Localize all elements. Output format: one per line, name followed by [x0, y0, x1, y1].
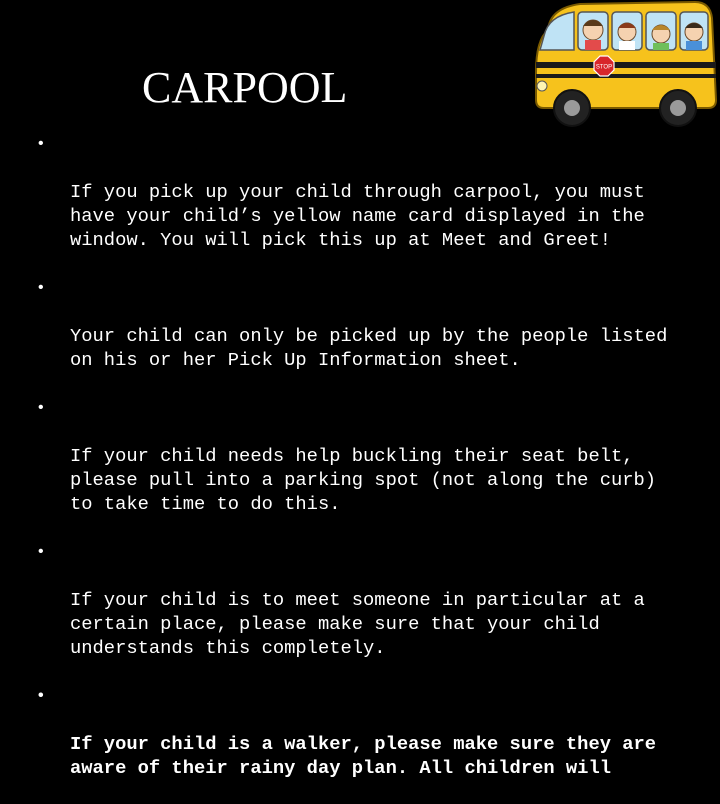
bullet-text: If you pick up your child through carpool, you must have your child’s yellow name card displayed in the window. You will pick this up at Meet and Greet!	[70, 181, 645, 251]
bullet-item	[0, 684, 720, 780]
bullet-marker: •	[38, 279, 44, 296]
bullet-text: If your child needs help buckling their seat belt, please pull into a parking spot (not along the curb) to take time to do this.	[70, 445, 657, 515]
school-bus-illustration	[530, 0, 720, 140]
bullet-text: Your child can only be picked up by the people listed on his or her Pick Up Information sheet.	[70, 325, 668, 371]
bullet-marker: •	[38, 399, 44, 416]
bullet-item	[0, 540, 720, 660]
bullet-list	[0, 132, 720, 804]
bullet-item	[0, 396, 720, 516]
stop-sign-label: STOP	[595, 64, 613, 71]
bullet-item	[0, 132, 720, 252]
bullet-marker: •	[38, 135, 44, 152]
slide-title: CARPOOL	[142, 63, 348, 112]
bullet-text: If your child is a walker, please make sure they are aware of their rainy day plan. All children will	[70, 733, 657, 779]
bullet-marker: •	[38, 687, 44, 704]
bullet-item	[0, 276, 720, 372]
stop-sign-icon	[594, 56, 614, 76]
bullet-text: If your child is to meet someone in particular at a certain place, please make sure that your child understands this completely.	[70, 589, 645, 659]
bullet-marker: •	[38, 543, 44, 560]
